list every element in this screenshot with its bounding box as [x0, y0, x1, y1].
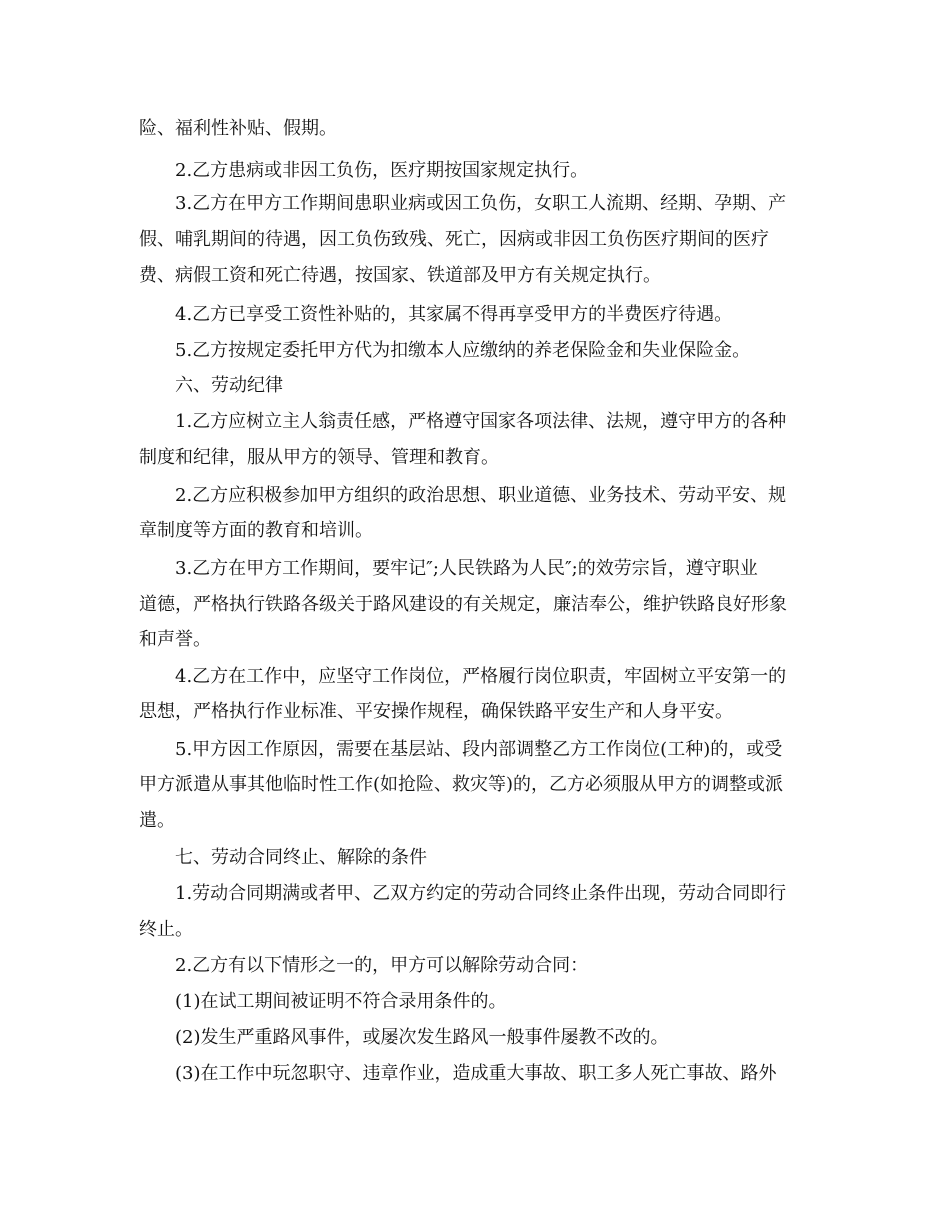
text-line: 假、哺乳期间的待遇，因工负伤致残、死亡，因病或非因工负伤医疗期间的医疗 [139, 229, 769, 250]
text-line: 费、病假工资和死亡待遇，按国家、铁道部及甲方有关规定执行。 [139, 265, 661, 286]
text-line: 甲方派遣从事其他临时性工作(如抢险、救灾等)的，乙方必须服从甲方的调整或派 [139, 774, 784, 795]
text-line: 遣。 [139, 810, 175, 831]
text-line: 终止。 [139, 919, 193, 940]
text-line: 章制度等方面的教育和培训。 [139, 520, 373, 541]
text-line: 4.乙方在工作中，应坚守工作岗位，严格履行岗位职责，牢固树立平安第一的 [175, 666, 787, 687]
text-line: 4.乙方已享受工资性补贴的，其家属不得再享受甲方的半费医疗待遇。 [175, 304, 733, 325]
section-heading: 六、劳动纪律 [175, 375, 283, 396]
text-line: 5.甲方因工作原因，需要在基层站、段内部调整乙方工作岗位(工种)的，或受 [175, 739, 783, 760]
text-line: 1.乙方应树立主人翁责任感，严格遵守国家各项法律、法规，遵守甲方的各种 [175, 411, 787, 432]
text-line: 1.劳动合同期满或者甲、乙双方约定的劳动合同终止条件出现，劳动合同即行 [175, 883, 787, 904]
text-line: 险、福利性补贴、假期。 [139, 118, 337, 139]
text-line: 思想，严格执行作业标准、平安操作规程，确保铁路平安生产和人身平安。 [139, 701, 733, 722]
text-line: (2)发生严重路风事件，或屡次发生路风一般事件屡教不改的。 [175, 1027, 669, 1048]
text-line: 和声誉。 [139, 629, 211, 650]
section-heading: 七、劳动合同终止、解除的条件 [175, 847, 427, 868]
text-line: 制度和纪律，服从甲方的领导、管理和教育。 [139, 447, 499, 468]
text-line: 5.乙方按规定委托甲方代为扣缴本人应缴纳的养老保险金和失业保险金。 [175, 340, 751, 361]
text-line: (1)在试工期间被证明不符合录用条件的。 [175, 991, 507, 1012]
text-line: 3.乙方在甲方工作期间，要牢记″;人民铁路为人民″;的效劳宗旨，遵守职业 [175, 558, 758, 579]
text-line: (3)在工作中玩忽职守、违章作业，造成重大事故、职工多人死亡事故、路外 [175, 1063, 777, 1084]
text-line: 2.乙方有以下情形之一的，甲方可以解除劳动合同： [175, 955, 589, 976]
text-line: 道德，严格执行铁路各级关于路风建设的有关规定，廉洁奉公，维护铁路良好形象 [139, 594, 787, 615]
text-line: 2.乙方患病或非因工负伤，医疗期按国家规定执行。 [175, 160, 589, 181]
text-line: 3.乙方在甲方工作期间患职业病或因工负伤，女职工人流期、经期、孕期、产 [175, 193, 787, 214]
text-line: 2.乙方应积极参加甲方组织的政治思想、职业道德、业务技术、劳动平安、规 [175, 485, 787, 506]
